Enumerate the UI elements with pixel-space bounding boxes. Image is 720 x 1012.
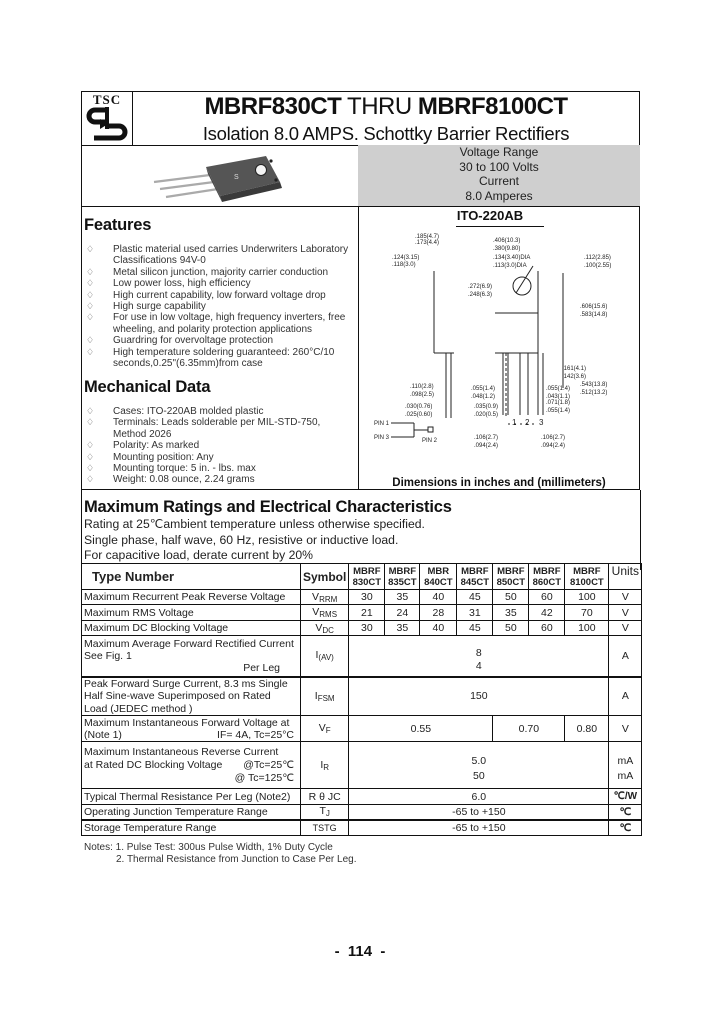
list-item [84,301,352,312]
svg-text:2: 2 [525,418,530,427]
svg-text:.406(10.3): .406(10.3) [493,238,521,244]
param-symbol: $T_J$ [301,805,349,820]
divider [81,206,640,207]
header-part: MBRF 845CT [457,564,493,590]
unit-cell: V [609,621,642,636]
param-symbol: $I_{(AV)}$ [301,636,349,677]
divider [640,490,641,570]
mechanical-text: Weight: 0.08 ounce, 2.24 grams [113,474,255,486]
bullet-icon: ♢ [86,417,95,428]
value-cell: 42 [529,605,565,621]
table-row [82,742,642,789]
value-cell: 50 [493,621,529,636]
svg-text:.043(1.1): .043(1.1) [546,394,571,400]
param-symbol: R θ JC [301,789,349,805]
unit-cell: mA mA [609,742,642,789]
unit-cell: V [609,605,642,621]
svg-text:.071(1.8): .071(1.8) [546,400,571,406]
param-label: Typical Thermal Resistance Per Leg (Note2) [82,789,301,805]
svg-text:.583(14.8): .583(14.8) [580,312,608,318]
param-label: Maximum Average Forward Rectified Current See Fig. 1 Per Leg [82,636,301,677]
svg-text:.124(3.15): .124(3.15) [392,255,420,261]
rating-note: Rating at 25℃ambient temperature unless otherwise specified. [84,517,425,531]
svg-text:.380(9.80): .380(9.80) [493,246,521,252]
bullet-icon: ♢ [86,440,95,451]
unit-cell: ℃ [609,820,642,836]
feature-text: For use in low voltage, high frequency inverters, free wheeling, and polarity protection applications [113,312,346,335]
param-symbol: $V_F$ [301,716,349,742]
svg-text:.100(2.55): .100(2.55) [584,263,612,269]
title-thru: THRU [341,93,418,120]
list-item [84,244,352,267]
value-cell: 60 [529,621,565,636]
value-cell: 6.0 [349,789,609,805]
current-label: Current [478,174,519,188]
svg-text:.055(1.4): .055(1.4) [546,386,571,392]
svg-text:.606(15.6): .606(15.6) [580,304,608,310]
param-label: Peak Forward Surge Current, 8.3 ms Single Half Sine-wave Superimposed on Rated Load (JEDEC method ) [82,677,301,716]
header-part: MBR 840CT [420,564,457,590]
svg-text:.185(4.7): .185(4.7) [415,234,440,240]
param-symbol: $V_{DC}$ [301,621,349,636]
feature-text: High temperature soldering guaranteed: 260°C/10 seconds,0.25"(6.35mm)from case [113,346,335,370]
table-row [82,590,642,605]
svg-text:PIN 1: PIN 1 [374,421,390,427]
svg-text:.035(0.9): .035(0.9) [474,404,499,410]
list-item [84,440,352,451]
unit-cell: V [609,716,642,742]
svg-text:.055(1.4): .055(1.4) [471,386,496,392]
table-row [82,621,642,636]
svg-text:.020(0.5): .020(0.5) [474,412,499,418]
mechanical-text: Mounting torque: 5 in. - lbs. max [113,463,256,475]
header-part: MBRF 850CT [493,564,529,590]
value-cell: -65 to +150 [349,820,609,836]
mechanical-text: Polarity: As marked [113,440,200,452]
list-item [84,267,352,278]
table-row [82,789,642,805]
table-row [82,805,642,820]
header-symbol: Symbol [301,564,349,590]
svg-text:.094(2.4): .094(2.4) [541,443,566,449]
svg-text:1: 1 [512,418,517,427]
divider [81,490,82,570]
voltage-range-value: 30 to 100 Volts [459,159,539,174]
value-cell: 100 [565,590,609,605]
bullet-icon: ♢ [86,266,95,277]
bullet-icon: ♢ [86,474,95,485]
unit-cell: A [609,677,642,716]
value-cell: 100 [565,621,609,636]
svg-text:.134(3.40)DIA: .134(3.40)DIA [493,255,531,261]
header-part: MBRF 860CT [529,564,565,590]
header-part: MBRF 8100CT [565,564,609,590]
table-row [82,820,642,836]
param-symbol: $I_{FSM}$ [301,677,349,716]
bullet-icon: ♢ [86,406,95,416]
svg-text:PIN 2: PIN 2 [422,438,438,444]
svg-text:.110(2.8): .110(2.8) [410,384,434,390]
param-label: Storage Temperature Range [82,820,301,836]
list-item [84,278,352,289]
unit-cell: A [609,636,642,677]
bullet-icon: ♢ [86,451,95,462]
param-label: Maximum RMS Voltage [82,605,301,621]
param-symbol: $V_{RMS}$ [301,605,349,621]
value-cell: 60 [529,590,565,605]
package-name: ITO-220AB [456,208,524,223]
mechanical-text: Cases: ITO-220AB molded plastic [113,406,264,417]
param-label: Maximum DC Blocking Voltage [82,621,301,636]
param-label: Operating Junction Temperature Range [82,805,301,820]
bullet-icon: ♢ [86,335,95,346]
mechanical-text: Terminals: Leads solderable per MIL-STD-750, Method 2026 [113,417,321,440]
feature-text: High current capability, low forward voltage drop [113,289,326,301]
svg-text:S: S [234,174,239,181]
value-cell: 40 [420,621,457,636]
voltage-range-label: Voltage Range [459,145,539,159]
value-cell: 0.55 [349,716,493,742]
page-subtitle: Isolation 8.0 AMPS. Schottky Barrier Rectifiers [202,123,570,144]
svg-text:.173(4.4): .173(4.4) [415,240,440,246]
list-item [84,335,352,346]
svg-text:.030(0.76): .030(0.76) [405,404,433,410]
value-cell: 24 [385,605,420,621]
logo-text: TSC [92,92,122,107]
footnote: Notes: 1. Pulse Test: 300us Pulse Width, 1% Duty Cycle [84,842,333,853]
value-cell: 28 [420,605,457,621]
value-cell: 50 [493,590,529,605]
value-cell: 35 [385,621,420,636]
svg-text:.161(4.1): .161(4.1) [562,366,587,372]
param-label: Maximum Instantaneous Forward Voltage at (Note 1) IF= 4A, Tc=25°C [82,716,301,742]
bullet-icon: ♢ [86,289,95,300]
bullet-icon: ♢ [86,301,95,312]
param-label: Maximum Instantaneous Reverse Current at Rated DC Blocking Voltage @Tc=25℃ @ Tc=125℃ [82,742,301,789]
list-item [84,463,352,474]
value-cell: 31 [457,605,493,621]
value-cell: 150 [349,677,609,716]
table-row [82,605,642,621]
svg-text:.543(13.8): .543(13.8) [580,382,608,388]
bullet-icon: ♢ [86,346,95,357]
features-heading: Features [84,216,152,234]
product-photo [148,152,288,202]
svg-text:.055(1.4): .055(1.4) [546,408,571,414]
svg-text:.048(1.2): .048(1.2) [471,394,496,400]
svg-text:.113(3.0)DIA: .113(3.0)DIA [493,263,527,269]
bullet-icon: ♢ [86,278,95,289]
svg-text:.248(6.3): .248(6.3) [468,292,493,298]
ratings-heading: Maximum Ratings and Electrical Characteristics [84,498,452,516]
svg-text:3: 3 [539,418,544,427]
mechanical-heading: Mechanical Data [84,378,211,396]
rating-note: For capacitive load, derate current by 20% [84,548,313,562]
list-item [84,312,352,335]
current-value: 8.0 Amperes [465,188,533,203]
feature-text: Metal silicon junction, majority carrier conduction [113,266,329,278]
unit-cell: ℃/W [609,789,642,805]
svg-text:.106(2.7): .106(2.7) [474,435,499,441]
list-item [84,406,352,417]
title-part-first: MBRF830CT [204,93,342,120]
svg-text:PIN 3: PIN 3 [374,435,390,441]
bullet-icon: ♢ [86,244,95,254]
list-item [84,417,352,440]
unit-cell: ℃ [609,805,642,820]
list-item [84,290,352,301]
table-row [82,636,642,677]
rating-note: Single phase, half wave, 60 Hz, resistive or inductive load. [84,533,399,547]
value-cell: 0.70 [493,716,565,742]
feature-text: Plastic material used carries Underwriters Laboratory Classifications 94V-0 [113,244,349,267]
unit-cell: V [609,590,642,605]
header-units: Units [609,564,642,590]
feature-text: Low power loss, high efficiency [113,278,251,290]
feature-text: Guardring for overvoltage protection [113,335,274,347]
header-part: MBRF 835CT [385,564,420,590]
table-header-row [82,564,642,590]
value-cell: 30 [349,590,385,605]
table-row [82,677,642,716]
svg-text:.118(3.0): .118(3.0) [392,262,416,268]
param-symbol: TSTG [301,820,349,836]
svg-text:.025(0.60): .025(0.60) [405,412,433,418]
value-cell: 35 [385,590,420,605]
table-row [82,716,642,742]
package-dimension-drawing [358,228,640,473]
tsc-logo [86,93,128,143]
ratings-table [81,563,642,836]
page-number: - 114 - [334,943,386,960]
svg-text:.112(2.85): .112(2.85) [584,255,611,261]
param-symbol: $V_{RRM}$ [301,590,349,605]
list-item [84,347,352,370]
mechanical-list [84,406,352,486]
value-cell: 45 [457,590,493,605]
value-cell: 35 [493,605,529,621]
svg-text:.094(2.4): .094(2.4) [474,443,499,449]
value-cell: 8 4 [349,636,609,677]
package-name-underline [456,226,544,227]
value-cell: 5.0 50 [349,742,609,789]
svg-text:.512(13.2): .512(13.2) [580,390,608,396]
header-type-number: Type Number [82,564,301,590]
svg-text:.142(3.6): .142(3.6) [562,374,587,380]
page-title [132,92,640,122]
value-cell: 45 [457,621,493,636]
value-cell: -65 to +150 [349,805,609,820]
value-cell: 70 [565,605,609,621]
title-part-last: MBRF8100CT [417,93,568,120]
footnote: 2. Thermal Resistance from Junction to Case Per Leg. [116,854,357,865]
param-label: Maximum Recurrent Peak Reverse Voltage [82,590,301,605]
bullet-icon: ♢ [86,312,95,323]
summary-box [358,145,640,206]
list-item [84,452,352,463]
header-part: MBRF 830CT [349,564,385,590]
bullet-icon: ♢ [86,463,95,474]
svg-text:.106(2.7): .106(2.7) [541,435,566,441]
feature-text: High surge capability [113,301,206,313]
value-cell: 21 [349,605,385,621]
dimensions-caption: Dimensions in inches and (millimeters) [392,477,606,489]
value-cell: 40 [420,590,457,605]
list-item [84,474,352,485]
value-cell: 30 [349,621,385,636]
svg-text:.098(2.5): .098(2.5) [410,392,435,398]
mechanical-text: Mounting position: Any [113,451,214,463]
features-list [84,244,352,369]
svg-text:.272(6.9): .272(6.9) [468,284,493,290]
value-cell: 0.80 [565,716,609,742]
param-symbol: $I_R$ [301,742,349,789]
tsc-logo-icon [86,107,128,141]
